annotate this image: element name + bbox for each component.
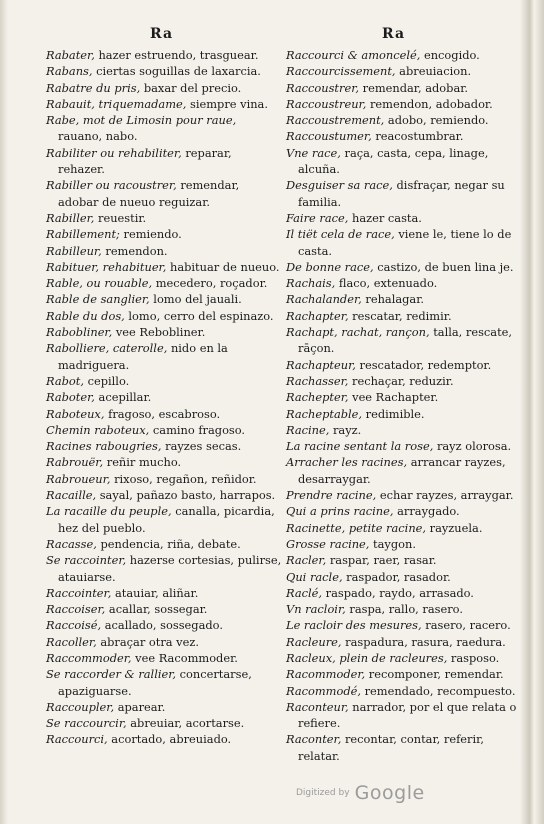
entry-definition: rauano, nabo. [58,129,138,144]
entry-headword: Racoller, [46,634,97,649]
entry-definition: rayzes secas. [161,439,242,454]
dictionary-entry [46,226,282,242]
dictionary-entry [46,373,282,389]
entry-headword: Rabatre du pris, [46,80,141,95]
entry-definition: mecedero, roçador. [152,276,268,291]
dictionary-entry [46,324,282,340]
entry-headword: Desguiser sa race, [286,178,393,193]
dictionary-entry [286,291,518,307]
entry-headword: Rabolliere, caterolle, [46,341,168,356]
dictionary-entry [286,699,518,732]
entry-definition: rescatador, redemptor. [355,357,492,372]
entry-headword: Raccourcissement, [286,64,396,79]
dictionary-entry [46,96,282,112]
entry-definition: reparar, rehazer. [58,145,232,177]
dictionary-entry [286,177,518,210]
entry-definition: rayzuela. [426,520,483,535]
dictionary-entry [286,357,518,373]
dictionary-entry [46,406,282,422]
entry-definition: vee Rachapter. [348,390,439,405]
dictionary-entry [46,112,282,145]
page-edge-shadow [520,0,544,824]
entry-headword: Rabroueur, [46,471,111,486]
entry-headword: Raccointer, [46,585,112,600]
entry-headword: Rachais, [286,276,336,291]
dictionary-entry [286,454,518,487]
entry-definition: sayal, pañazo basto, harrapos. [96,488,276,503]
left-column [46,47,282,748]
entry-definition: rixoso, regañon, reñidor. [110,471,257,486]
dictionary-entry [286,324,518,357]
entry-headword: Rabiller ou racoustrer, [46,178,177,193]
dictionary-entry [46,389,282,405]
dictionary-entry [286,406,518,422]
entry-headword: Rabrouër, [46,455,104,470]
dictionary-entry [46,259,282,275]
entry-headword: Raccoustrer, [286,80,360,95]
entry-headword: Rable de sanglier, [46,292,150,307]
right-column [286,47,518,764]
entry-headword: Vn racloir, [286,602,346,617]
entry-definition: rasero, racero. [421,618,511,633]
entry-definition: reuestir. [94,210,147,225]
entry-definition: encogido. [420,48,480,62]
dictionary-entry [46,536,282,552]
entry-definition: remendon. [101,243,168,258]
dictionary-entry [286,683,518,699]
dictionary-entry [286,80,518,96]
entry-definition: concertarse, apaziguarse. [58,667,252,698]
entry-definition: remiendo. [119,227,182,242]
entry-headword: Se raccourcir, [46,716,127,731]
entry-headword: Rabiller, [46,210,95,225]
entry-definition: lomo, cerro del espinazo. [124,308,274,323]
dictionary-entry [46,210,282,226]
entry-headword: Rable, ou rouable, [46,276,153,291]
entry-definition: lomo del jauali. [149,292,242,307]
dictionary-entry [286,373,518,389]
entry-definition: hazer casta. [348,210,422,225]
entry-definition: raspador, rasador. [342,569,451,584]
dictionary-entry [46,487,282,503]
dictionary-entry [286,438,518,454]
entry-headword: Raccoustumer, [286,129,372,144]
entry-definition: castizo, de buen lina je. [373,259,514,274]
dictionary-entry [46,731,282,747]
dictionary-entry [46,47,282,63]
entry-headword: Racine, [286,422,330,437]
entry-definition: remendado, recompuesto. [360,683,516,698]
entry-definition: canalla, picardia, hez del pueblo. [58,504,275,535]
entry-headword: Qui racle, [286,569,343,584]
entry-definition: rescatar, redimir. [348,308,452,323]
digitized-by-text: Digitized by [296,788,350,798]
entry-definition: aparear. [114,699,166,714]
entry-headword: Raboter, [46,390,95,405]
dictionary-entry [286,650,518,666]
entry-definition: reñir mucho. [103,455,182,470]
entry-definition: rehalagar. [361,292,425,307]
entry-definition: arrancar rayzes, desarraygar. [298,455,506,486]
entry-headword: Rachepter, [286,390,349,405]
entry-headword: Rabauit, triquemadame, [46,96,187,111]
entry-headword: Rabilleur, [46,243,102,258]
entry-definition: vee Racommoder. [131,650,238,665]
dictionary-entry [286,63,518,79]
entry-definition: camino fragoso. [149,422,246,437]
entry-headword: Rachapt, rachat, rançon, [286,325,430,340]
entry-definition: raspa, rallo, rasero. [345,602,463,617]
dictionary-entry [286,128,518,144]
dictionary-entry [46,650,282,666]
dictionary-entry [286,569,518,585]
digitized-watermark [296,782,425,804]
dictionary-entry [286,731,518,764]
dictionary-entry [286,503,518,519]
dictionary-entry [286,536,518,552]
entry-definition: remendon, adobador. [366,96,493,111]
entry-headword: Rabater, [46,48,95,62]
dictionary-entry [46,503,282,536]
dictionary-entry [286,666,518,682]
entry-headword: Rabituer, rehabituer, [46,259,167,274]
entry-definition: adobo, remiendo. [384,113,489,128]
entry-headword: Racinette, petite racine, [286,520,427,535]
entry-headword: La racaille du peuple, [46,504,172,519]
entry-headword: Raccoustrement, [286,113,385,128]
dictionary-entry [286,520,518,536]
dictionary-entry [286,487,518,503]
entry-definition: rasposo. [447,650,500,665]
entry-headword: Raccoupler, [46,699,115,714]
dictionary-entry [46,585,282,601]
dictionary-entry [46,715,282,731]
entry-definition: rechaçar, reduzir. [348,373,454,388]
dictionary-entry [286,210,518,226]
entry-headword: Faire race, [286,210,349,225]
entry-definition: narrador, por el que relata o refiere. [298,699,517,731]
entry-headword: Rabiliter ou rehabiliter, [46,145,182,160]
entry-headword: Rabans, [46,64,93,79]
entry-headword: Raccoustreur, [286,96,367,111]
entry-headword: Racommoder, [286,667,366,682]
entry-definition: cepillo. [83,373,130,388]
page-spine-shadow [0,0,8,824]
entry-definition: ciertas soguillas de laxarcia. [92,64,261,79]
google-logo-text: Google [354,782,425,804]
entry-definition: acepillar. [94,390,152,405]
entry-headword: Racommodé, [286,683,361,698]
entry-headword: Rabobliner, [46,325,113,340]
entry-definition: atauiar, aliñar. [111,585,199,600]
entry-definition: reacostumbrar. [371,129,464,144]
entry-headword: Raccourci, [46,732,108,747]
dictionary-entry [46,243,282,259]
dictionary-entry [46,63,282,79]
dictionary-entry [286,96,518,112]
entry-headword: Racheptable, [286,406,363,421]
entry-definition: hazer estruendo, trasguear. [94,48,259,62]
dictionary-entry [46,454,282,470]
dictionary-entry [46,275,282,291]
entry-headword: Racasse, [46,536,97,551]
entry-headword: Racaille, [46,488,97,503]
dictionary-entry [286,634,518,650]
entry-definition: acallado, sossegado. [101,618,223,633]
dictionary-entry [46,308,282,324]
entry-headword: Rabot, [46,373,84,388]
entry-definition: remendar, adobar de nueuo reguizar. [58,178,240,209]
entry-headword: La racine sentant la rose, [286,439,434,454]
entry-definition: habituar de nueuo. [166,259,280,274]
dictionary-entry [286,145,518,178]
entry-definition: taygon. [369,536,416,551]
dictionary-entry [46,145,282,178]
dictionary-entry [286,552,518,568]
dictionary-entry [46,552,282,585]
entry-headword: Vne race, [286,145,341,160]
entry-definition: pendencia, riña, debate. [96,536,241,551]
entry-headword: Rable du dos, [46,308,125,323]
entry-definition: rayz. [329,422,362,437]
dictionary-entry [46,340,282,373]
entry-headword: Se raccorder & rallier, [46,667,177,682]
entry-headword: Rachapter, [286,308,349,323]
entry-definition: flaco, extenuado. [335,276,438,291]
dictionary-entry [286,308,518,324]
dictionary-entry [286,47,518,63]
entry-headword: Raconter, [286,732,342,747]
dictionary-entry [46,617,282,633]
entry-headword: Racler, [286,553,327,568]
entry-definition: nido en la madriguera. [58,341,228,372]
running-head-left: Ra [150,26,174,42]
dictionary-entry [286,226,518,259]
entry-headword: De bonne race, [286,259,374,274]
dictionary-entry [46,291,282,307]
entry-definition: abreuiacion. [395,64,472,79]
dictionary-entry [46,666,282,699]
entry-headword: Racleure, [286,634,342,649]
dictionary-entry [46,634,282,650]
entry-definition: fragoso, escabroso. [104,406,221,421]
entry-definition: echar rayzes, arraygar. [376,488,514,503]
entry-headword: Se raccointer, [46,553,127,568]
dictionary-entry [46,80,282,96]
dictionary-entry [46,177,282,210]
entry-definition: redimible. [362,406,425,421]
entry-headword: Rachasser, [286,373,349,388]
entry-definition: rayz olorosa. [433,439,512,454]
entry-headword: Racleux, plein de racleures, [286,650,448,665]
entry-headword: Rachapteur, [286,357,356,372]
entry-headword: Le racloir des mesures, [286,618,422,633]
entry-definition: arraygado. [393,504,460,519]
entry-headword: Chemin raboteux, [46,422,150,437]
entry-definition: disfraçar, negar su familia. [298,178,505,209]
dictionary-entry [286,112,518,128]
dictionary-entry [46,471,282,487]
entry-headword: Il tiët cela de race, [286,227,395,242]
entry-definition: talla, rescate, rāçon. [298,325,513,356]
entry-headword: Raboteux, [46,406,105,421]
entry-definition: siempre vina. [186,96,268,111]
entry-headword: Arracher les racines, [286,455,408,470]
entry-headword: Rachalander, [286,292,362,307]
entry-definition: viene le, tiene lo de casta. [298,227,512,258]
dictionary-entry [286,617,518,633]
entry-definition: recomponer, remendar. [365,667,504,682]
entry-definition: baxar del precio. [140,80,242,95]
entry-definition: abreuiar, acortarse. [126,716,245,731]
running-head-right: Ra [382,26,406,42]
entry-definition: raspado, raydo, arrasado. [322,585,474,600]
entry-definition: vee Rebobliner. [112,325,206,340]
dictionary-entry [46,601,282,617]
entry-headword: Qui a prins racine, [286,504,394,519]
dictionary-entry [46,438,282,454]
dictionary-entry [46,699,282,715]
entry-definition: raspadura, rasura, raedura. [341,634,506,649]
entry-headword: Raccourci & amoncelé, [286,48,421,62]
dictionary-entry [46,422,282,438]
entry-headword: Raconteur, [286,699,349,714]
dictionary-entry [286,259,518,275]
dictionary-entry [286,389,518,405]
dictionary-entry [286,422,518,438]
entry-headword: Rabillement; [46,227,120,242]
entry-headword: Raccommoder, [46,650,132,665]
entry-definition: remendar, adobar. [359,80,469,95]
dictionary-entry [286,275,518,291]
entry-headword: Rabe, mot de Limosin pour raue, [46,113,237,128]
entry-headword: Raclé, [286,585,323,600]
entry-headword: Prendre racine, [286,488,377,503]
entry-definition: recontar, contar, referir, relatar. [298,732,484,763]
entry-definition: acortado, abreuiado. [107,732,232,747]
entry-definition: raspar, raer, rasar. [326,553,437,568]
entry-definition: acallar, sossegar. [105,602,208,617]
entry-definition: abraçar otra vez. [96,634,199,649]
entry-headword: Raccoisé, [46,618,102,633]
dictionary-entry [286,585,518,601]
entry-headword: Grosse racine, [286,536,370,551]
entry-definition: raça, casta, cepa, linage, alcuña. [298,145,489,177]
entry-definition: hazerse cortesias, pulirse, atauiarse. [58,553,282,584]
dictionary-entry [286,601,518,617]
entry-headword: Raccoiser, [46,602,106,617]
entry-headword: Racines rabougries, [46,439,162,454]
